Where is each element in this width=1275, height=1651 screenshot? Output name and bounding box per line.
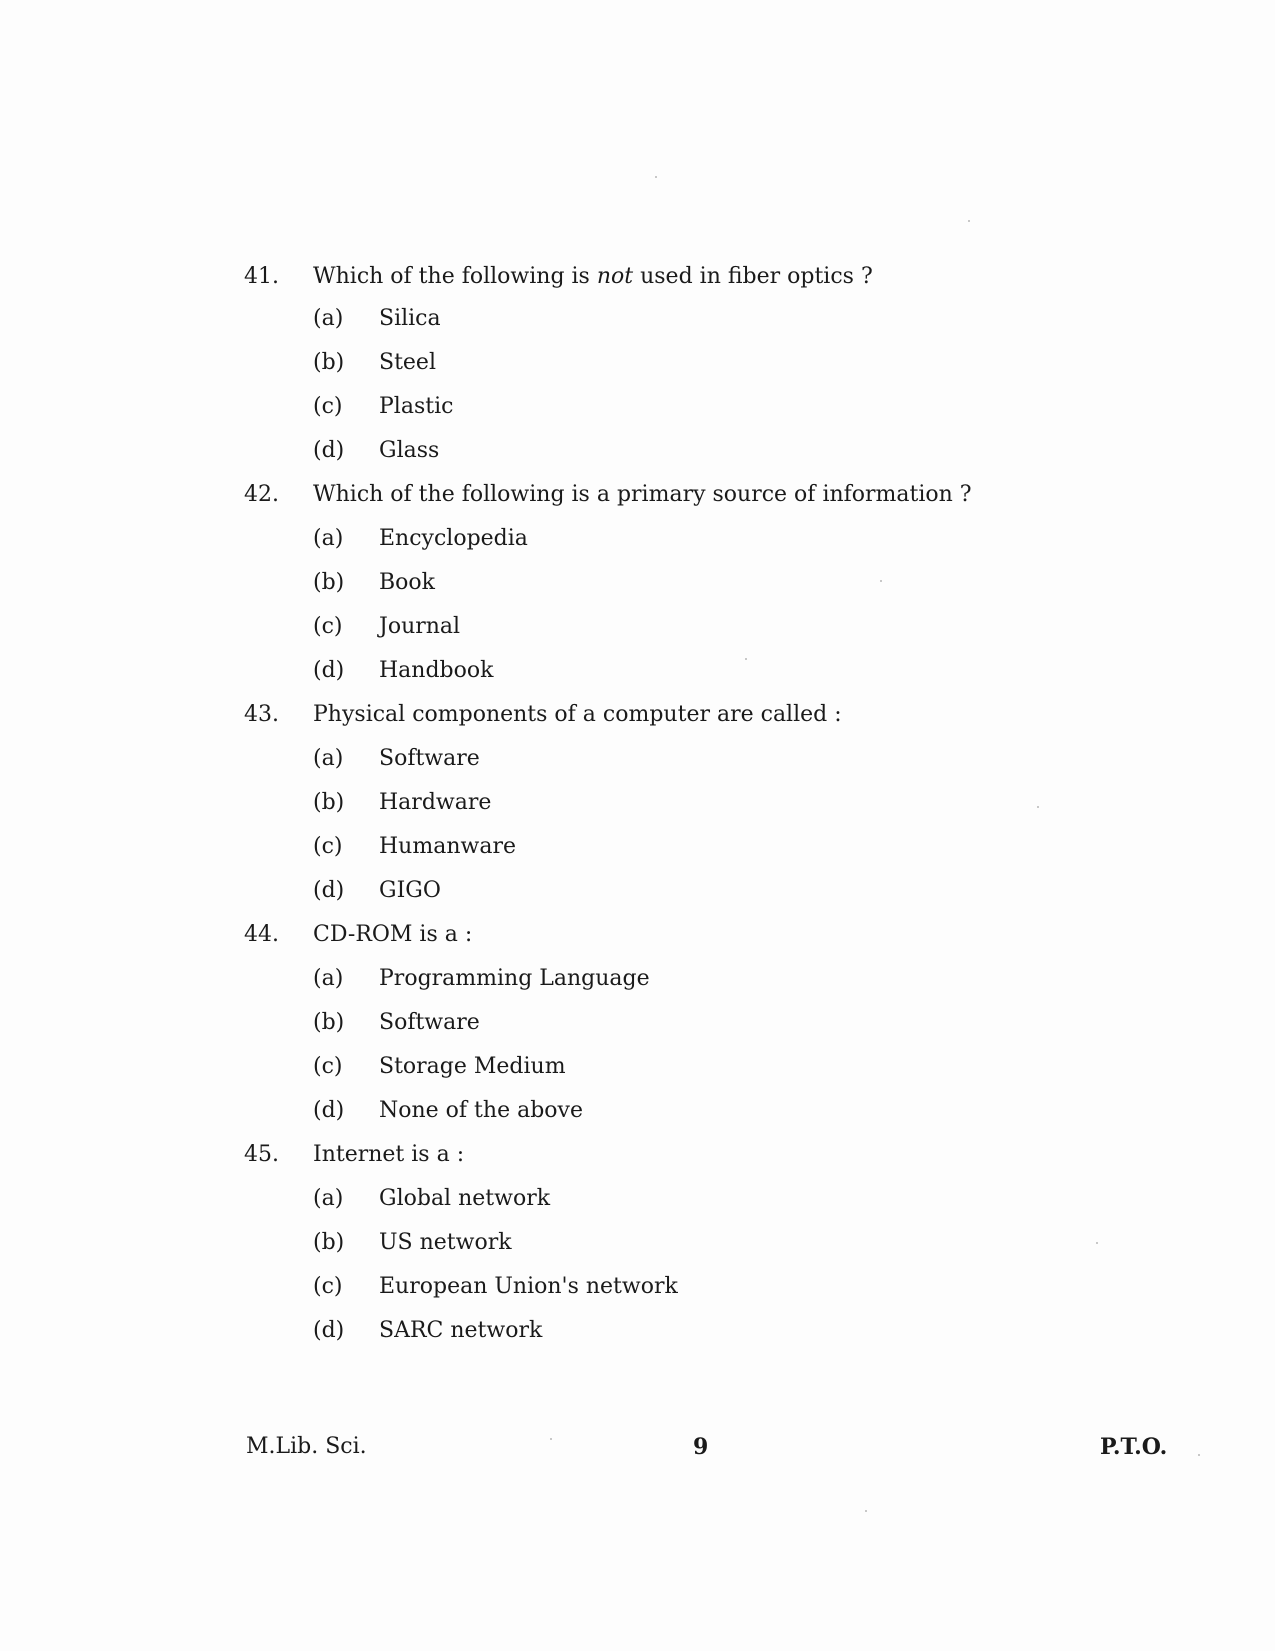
- scan-speck: [1096, 1242, 1098, 1244]
- scan-speck: [1198, 1454, 1200, 1456]
- question-text: Internet is a :: [313, 1142, 465, 1167]
- question-number: 43.: [244, 702, 279, 727]
- scan-speck: [550, 1438, 552, 1440]
- option-label: (d): [313, 658, 345, 683]
- question-text: Which of the following is not used in fiber optics ?: [313, 264, 873, 289]
- option-label: (b): [313, 350, 345, 375]
- footer-pto: P.T.O.: [1100, 1434, 1168, 1460]
- option-text: Handbook: [379, 658, 494, 683]
- option-text: SARC network: [379, 1318, 543, 1343]
- option-label: (a): [313, 746, 344, 771]
- option-text: Global network: [379, 1186, 551, 1211]
- option-text: None of the above: [379, 1098, 583, 1123]
- option-text: Silica: [379, 306, 441, 331]
- option-text: Journal: [379, 614, 461, 639]
- option-label: (d): [313, 1098, 345, 1123]
- option-text: GIGO: [379, 878, 441, 903]
- scan-speck: [865, 1510, 867, 1512]
- option-text: US network: [379, 1230, 512, 1255]
- scan-speck: [745, 658, 747, 660]
- option-text: European Union's network: [379, 1274, 678, 1299]
- option-label: (a): [313, 526, 344, 551]
- option-text: Steel: [379, 350, 436, 375]
- option-text: Encyclopedia: [379, 526, 528, 551]
- scan-speck: [1037, 806, 1039, 808]
- option-text: Glass: [379, 438, 440, 463]
- option-text: Programming Language: [379, 966, 650, 991]
- scan-speck: [655, 176, 657, 178]
- page-number: 9: [693, 1434, 709, 1460]
- scan-speck: [880, 580, 882, 582]
- option-text: Software: [379, 1010, 480, 1035]
- footer-course-code: M.Lib. Sci.: [246, 1434, 367, 1459]
- question-number: 45.: [244, 1142, 279, 1167]
- scan-speck: [968, 220, 970, 222]
- option-label: (b): [313, 790, 345, 815]
- option-text: Humanware: [379, 834, 516, 859]
- option-label: (b): [313, 1010, 345, 1035]
- question-number: 42.: [244, 482, 279, 507]
- option-label: (d): [313, 438, 345, 463]
- option-text: Storage Medium: [379, 1054, 566, 1079]
- question-number: 44.: [244, 922, 279, 947]
- question-text: CD-ROM is a :: [313, 922, 473, 947]
- option-text: Book: [379, 570, 435, 595]
- option-label: (a): [313, 966, 344, 991]
- option-text: Hardware: [379, 790, 492, 815]
- option-label: (c): [313, 834, 343, 859]
- option-label: (c): [313, 1054, 343, 1079]
- option-label: (c): [313, 1274, 343, 1299]
- option-label: (d): [313, 1318, 345, 1343]
- option-label: (b): [313, 570, 345, 595]
- option-label: (d): [313, 878, 345, 903]
- option-label: (c): [313, 614, 343, 639]
- question-text: Physical components of a computer are called :: [313, 702, 842, 727]
- question-number: 41.: [244, 264, 279, 289]
- option-text: Software: [379, 746, 480, 771]
- option-label: (c): [313, 394, 343, 419]
- option-label: (b): [313, 1230, 345, 1255]
- option-text: Plastic: [379, 394, 454, 419]
- question-emphasis: not: [596, 264, 634, 289]
- question-text: Which of the following is a primary source of information ?: [313, 482, 972, 507]
- option-label: (a): [313, 306, 344, 331]
- option-label: (a): [313, 1186, 344, 1211]
